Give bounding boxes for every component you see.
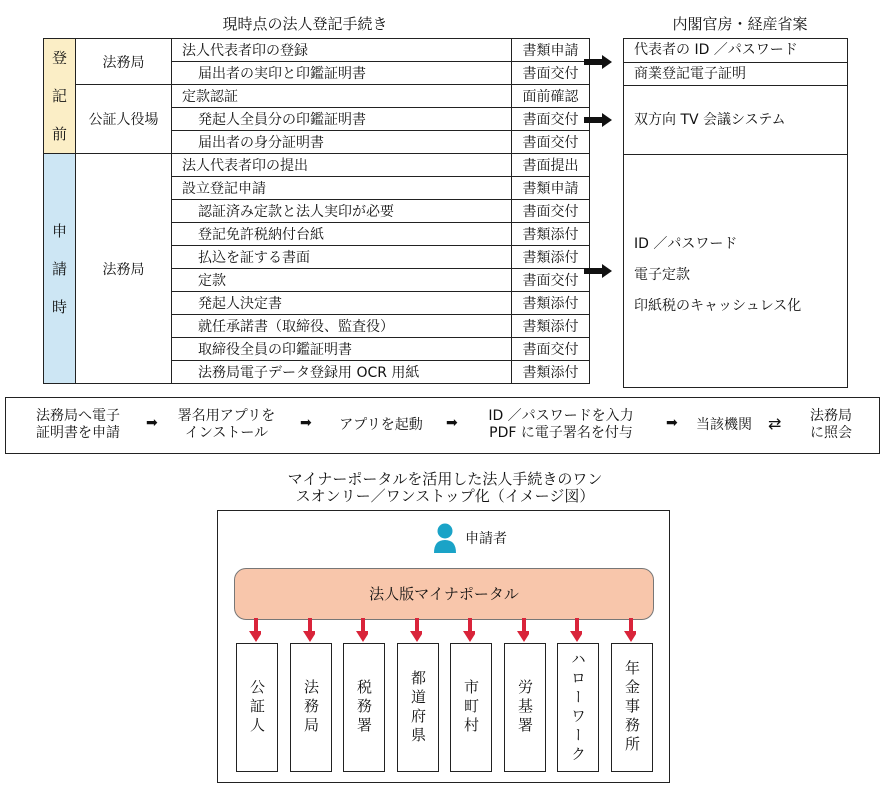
- right-arrow-icon: [584, 113, 614, 127]
- procedure-type: 書面交付: [512, 108, 590, 131]
- proposal-item: 商業登記電子証明: [624, 62, 847, 86]
- registration-table: [43, 38, 590, 384]
- organization-label: 法務局: [76, 154, 172, 384]
- agency-box: 年金事務所: [611, 643, 653, 772]
- procedure-type: 書面交付: [512, 62, 590, 85]
- right-arrow-icon: [584, 264, 614, 278]
- right-arrow-icon: ➡: [146, 415, 158, 431]
- procedure-item: 取締役全員の印鑑証明書: [172, 338, 512, 361]
- flow-step: 法務局へ電子 証明書を申請: [36, 408, 120, 441]
- agency-box: 市町村: [450, 643, 492, 772]
- procedure-item: 登記免許税納付台紙: [172, 223, 512, 246]
- down-arrow-icon: [249, 618, 261, 642]
- procedure-type: 面前確認: [512, 85, 590, 108]
- agency-box: 都道府県: [397, 643, 439, 772]
- table-row: [44, 154, 590, 177]
- proposal-item: ID ／パスワード: [634, 236, 738, 252]
- procedure-item: 法人代表者印の提出: [172, 154, 512, 177]
- procedure-type: 書類添付: [512, 246, 590, 269]
- down-arrow-icon: [410, 618, 422, 642]
- proposal-box-3: [623, 154, 848, 388]
- right-title: 内閣官房・経産省案: [672, 15, 808, 33]
- proposal-item: 印紙税のキャッシュレス化: [634, 298, 802, 314]
- procedure-type: 書面交付: [512, 200, 590, 223]
- procedure-type: 書類申請: [512, 177, 590, 200]
- procedure-item: 法務局電子データ登録用 OCR 用紙: [172, 361, 512, 384]
- right-arrow-icon: ➡: [666, 415, 678, 431]
- table-row: [44, 39, 590, 62]
- right-arrow-icon: ➡: [300, 415, 312, 431]
- down-arrow-icon: [356, 618, 368, 642]
- procedure-type: 書面提出: [512, 154, 590, 177]
- procedure-type: 書面交付: [512, 269, 590, 292]
- procedure-item: 届出者の身分証明書: [172, 131, 512, 154]
- portal-title: マイナーポータルを活用した法人手続きのワン スオンリー／ワンストップ化（イメージ図）: [287, 470, 603, 505]
- proposal-item: 電子定款: [634, 267, 690, 283]
- agency-box: ハローワーク: [557, 643, 599, 772]
- flow-step: ID ／パスワードを入力 PDF に電子署名を付与: [488, 408, 634, 441]
- procedure-type: 書面交付: [512, 338, 590, 361]
- agency-box: 公証人: [236, 643, 278, 772]
- phase-label: 登 記 前: [44, 39, 76, 154]
- agency-box: 税務署: [343, 643, 385, 772]
- flow-step: 署名用アプリを インストール: [177, 408, 276, 441]
- proposal-box-1: [623, 38, 848, 87]
- right-arrow-icon: ➡: [446, 415, 458, 431]
- organization-label: 法務局: [76, 39, 172, 85]
- proposal-item: 代表者の ID ／パスワード: [634, 42, 798, 58]
- corporate-mynaportal-bar: 法人版マイナポータル: [234, 568, 654, 620]
- procedure-type: 書類添付: [512, 361, 590, 384]
- right-arrow-icon: [584, 55, 614, 69]
- flow-step: 当該機関: [696, 417, 752, 433]
- procedure-type: 書類添付: [512, 315, 590, 338]
- down-arrow-icon: [624, 618, 636, 642]
- procedure-item: 定款認証: [172, 85, 512, 108]
- proposal-box-2: [623, 85, 848, 156]
- flow-step: 法務局 に照会: [810, 408, 852, 441]
- procedure-item: 設立登記申請: [172, 177, 512, 200]
- procedure-item: 発起人決定書: [172, 292, 512, 315]
- down-arrow-icon: [570, 618, 582, 642]
- down-arrow-icon: [517, 618, 529, 642]
- procedure-item: 定款: [172, 269, 512, 292]
- applicant-label: 申請者: [465, 531, 507, 547]
- procedure-item: 就任承諾書（取締役、監査役）: [172, 315, 512, 338]
- procedure-item: 認証済み定款と法人実印が必要: [172, 200, 512, 223]
- flow-step: アプリを起動: [339, 417, 423, 433]
- procedure-item: 届出者の実印と印鑑証明書: [172, 62, 512, 85]
- down-arrow-icon: [303, 618, 315, 642]
- agency-box: 労基署: [504, 643, 546, 772]
- agency-box: 法務局: [290, 643, 332, 772]
- proposal-item: 双方向 TV 会議システム: [634, 112, 786, 128]
- down-arrow-icon: [463, 618, 475, 642]
- exchange-arrow-icon: ⇄: [768, 414, 782, 433]
- procedure-type: 書類添付: [512, 223, 590, 246]
- person-icon: [432, 522, 458, 554]
- procedure-type: 書類添付: [512, 292, 590, 315]
- procedure-item: 法人代表者印の登録: [172, 39, 512, 62]
- procedure-item: 発起人全員分の印鑑証明書: [172, 108, 512, 131]
- procedure-type: 書面交付: [512, 131, 590, 154]
- organization-label: 公証人役場: [76, 85, 172, 154]
- phase-label: 申 請 時: [44, 154, 76, 384]
- procedure-item: 払込を証する書面: [172, 246, 512, 269]
- procedure-type: 書類申請: [512, 39, 590, 62]
- table-row: [44, 85, 590, 108]
- process-flow: [5, 397, 880, 454]
- table-title: 現時点の法人登記手続き: [222, 15, 388, 33]
